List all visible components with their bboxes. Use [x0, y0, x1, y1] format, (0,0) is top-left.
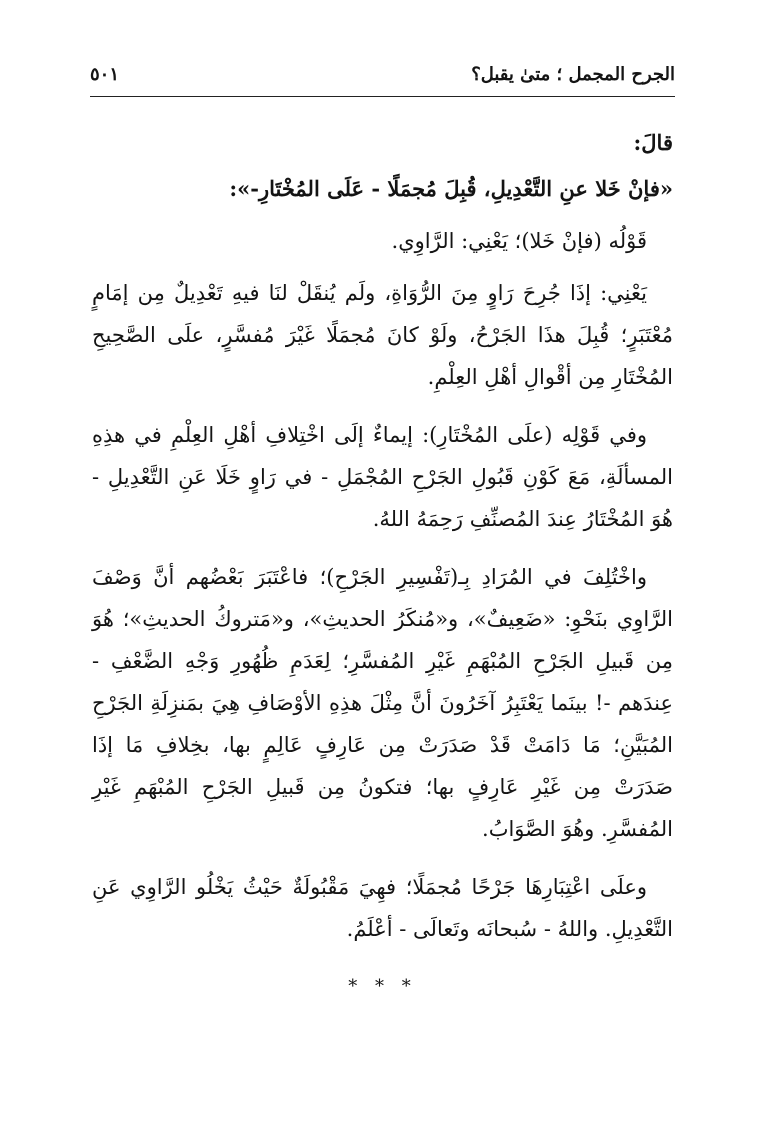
- running-title: الجرح المجمل ؛ متىٰ يقبل؟: [471, 64, 675, 85]
- paragraph-1: قَوْلُه (فإنْ خَلا)؛ يَعْنِي: الرَّاوِي.: [391, 229, 647, 253]
- header-rule: [90, 96, 675, 97]
- body-text: [92, 122, 673, 1008]
- paragraph-4: واخْتُلِفَ في المُرَادِ بِـ(تَفْسِيرِ الجَرْحِ)؛ فاعْتَبَرَ بَعْضُهم أنَّ وَصْفَ الرَّاوِي بنَحْوِ: «ضَعِيفٌ»، و«مُنكَرُ الحديثِ»، و«مَتروكُ الحديثِ»؛ هُوَ مِن قَبيلِ الجَرْحِ المُبْهَمِ غَيْرِ المُفسَّرِ؛ لِعَدَمِ ظُهُورِ وَجْهِ الضَّعْفِ - عِندَهم -! بينَما يَعْتَبِرُ آخَرُونَ أنَّ مِثْلَ هذِهِ الأوْصَافِ هِيَ بمَنزِلَةِ الجَرْحِ المُبَيَّنِ؛ مَا دَامَتْ قَدْ صَدَرَتْ مِن عَارِفٍ عَالِمٍ بها، بخِلافِ مَا إذَا صَدَرَتْ مِن غَيْرِ عَارِفٍ بها؛ فتكونُ مِن قَبيلِ الجَرْحِ المُبْهَمِ غَيْرِ المُفسَّرِ. وهُوَ الصَّوَابُ.: [92, 565, 673, 841]
- section-separator: * * *: [348, 976, 417, 997]
- quoted-text: «فإنْ خَلا عنِ التَّعْدِيلِ، قُبِلَ مُجمَلًا - عَلَى المُخْتَارِ-»:: [229, 176, 673, 201]
- page-number: ٥٠١: [90, 64, 120, 85]
- paragraph-2: يَعْنِي: إذَا جُرِحَ رَاوٍ مِنَ الرُّوَاةِ، ولَم يُنقَلْ لنَا فيهِ تَعْدِيلٌ مِن إمَامٍ مُعْتَبَرٍ؛ قُبِلَ هذَا الجَرْحُ، ولَوْ كانَ مُجمَلًا غَيْرَ مُفسَّرٍ، علَى الصَّحِيحِ المُخْتَارِ مِن أقْوالِ أهْلِ العِلْمِ.: [92, 281, 673, 389]
- paragraph-5: وعلَى اعْتِبَارِهَا جَرْحًا مُجمَلًا؛ فهِيَ مَقْبُولَةٌ حَيْثُ يَخْلُو الرَّاوِي عَنِ التَّعْدِيلِ. واللهُ - سُبحانَه وتَعالَى - أعْلَمُ.: [92, 875, 673, 941]
- paragraph-3: وفي قَوْلِه (علَى المُخْتَارِ): إيماءٌ إلَى اخْتِلافِ أهْلِ العِلْمِ في هذِهِ المسألَةِ، مَعَ كَوْنِ قَبُولِ الجَرْحِ المُجْمَلِ - في رَاوٍ خَلَا عَنِ التَّعْدِيلِ - هُوَ المُخْتَارُ عِندَ المُصنِّفِ رَحِمَهُ اللهُ.: [92, 423, 673, 531]
- running-header: [90, 62, 675, 92]
- lead-label: قالَ:: [633, 130, 673, 155]
